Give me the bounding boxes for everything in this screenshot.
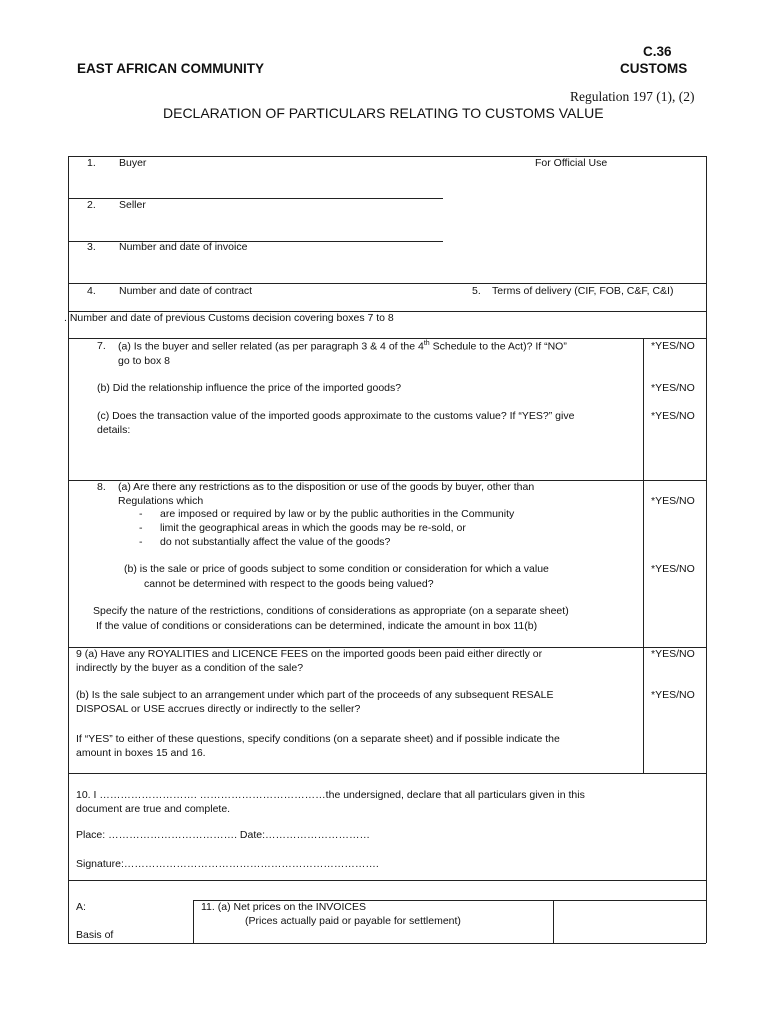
box4-number: 4. [87,285,96,297]
department-name: CUSTOMS [620,61,688,76]
official-use-label: For Official Use [535,157,608,169]
declaration-text: 10. I ………………………. ………………………………the undersigned, declare that all particulars given in this [76,789,585,801]
bullet-dash: - [139,522,143,534]
box11-a-label: A: [76,901,86,913]
q7c-answer: *YES/NO [651,410,695,422]
box2-number: 2. [87,199,96,211]
q7a-answer: *YES/NO [651,340,695,352]
q8b-text-line2: cannot be determined with respect to the goods being valued? [144,578,434,590]
box9-bottom-line [68,773,706,774]
box11-divider-left [193,900,194,943]
box3-number: 3. [87,241,96,253]
table-top-border [68,156,706,157]
q8a-answer: *YES/NO [651,495,695,507]
net-prices-note: (Prices actually paid or payable for settlement) [245,915,461,927]
q9b-text: (b) Is the sale subject to an arrangement under which part of the proceeds of any subsequent RESALE [76,689,554,701]
table-right-border [706,156,707,943]
q7a-text: (a) Is the buyer and seller related (as per paragraph 3 & 4 of the 4th Schedule to the Act)? If “NO” [118,340,567,353]
restriction-item: limit the geographical areas in which the goods may be re-sold, or [160,522,466,534]
q8-specify-text-line2: If the value of conditions or considerations can be determined, indicate the amount in box 11(b) [96,620,538,632]
q9-note-text: If “YES” to either of these questions, specify conditions (on a separate sheet) and if possible indicate the [76,733,560,745]
declaration-text-line2: document are true and complete. [76,803,231,815]
q8a-text: (a) Are there any restrictions as to the disposition or use of the goods by buyer, other than [118,481,535,493]
q7b-text: (b) Did the relationship influence the price of the imported goods? [97,382,402,394]
basis-of-label: Basis of [76,929,114,941]
q7b-answer: *YES/NO [651,382,695,394]
q9a-text-line2: indirectly by the buyer as a condition of the sale? [76,662,304,674]
contract-label: Number and date of contract [119,285,253,297]
q7a-text-line2: go to box 8 [118,355,170,367]
box7-number: 7. [97,340,106,352]
box6-bottom-line [68,338,706,339]
box1-number: 1. [87,157,96,169]
bullet-dash: - [139,508,143,520]
form-code: C.36 [643,44,672,59]
organization-name: EAST AFRICAN COMMUNITY [77,61,264,76]
restriction-item: are imposed or required by law or by the public authorities in the Community [160,508,515,520]
seller-label: Seller [119,199,146,211]
place-date-field: Place: ………………………………. Date:………………………… [76,829,371,841]
buyer-label: Buyer [119,157,147,169]
invoice-bottom-line [68,283,706,284]
q8a-text-line2: Regulations which [118,495,204,507]
answer-column-divider [643,338,644,773]
q8b-answer: *YES/NO [651,563,695,575]
q9b-answer: *YES/NO [651,689,695,701]
q9a-answer: *YES/NO [651,648,695,660]
restriction-item: do not substantially affect the value of the goods? [160,536,391,548]
q7c-text: (c) Does the transaction value of the imported goods approximate to the customs value? If “YES?” give [97,410,575,422]
table-left-border [68,156,69,943]
terms-of-delivery-label: Terms of delivery (CIF, FOB, C&F, C&I) [492,285,674,297]
regulation-reference: Regulation 197 (1), (2) [570,89,695,104]
box10-bottom-line [68,880,706,881]
q8b-text: (b) is the sale or price of goods subject to some condition or consideration for which a value [124,563,549,575]
net-prices-label: 11. (a) Net prices on the INVOICES [201,901,366,913]
bullet-dash: - [139,536,143,548]
q9b-text-line2: DISPOSAL or USE accrues directly or indirectly to the seller? [76,703,361,715]
form-title: DECLARATION OF PARTICULARS RELATING TO CUSTOMS VALUE [163,105,604,121]
q9a-text: 9 (a) Have any ROYALITIES and LICENCE FEES on the imported goods been paid either directly or [76,648,543,660]
box8-number: 8. [97,481,106,493]
box11-divider-right [553,900,554,943]
previous-decision-label: . Number and date of previous Customs decision covering boxes 7 to 8 [64,312,394,324]
q7c-text-line2: details: [97,424,131,436]
invoice-label: Number and date of invoice [119,241,248,253]
q8-specify-text: Specify the nature of the restrictions, conditions of considerations as appropriate (on a separate sheet) [93,605,569,617]
table-bottom-border [68,943,706,944]
box5-number: 5. [472,285,481,297]
signature-field: Signature:………………………………………………………………. [76,858,379,870]
q9-note-text-line2: amount in boxes 15 and 16. [76,747,206,759]
